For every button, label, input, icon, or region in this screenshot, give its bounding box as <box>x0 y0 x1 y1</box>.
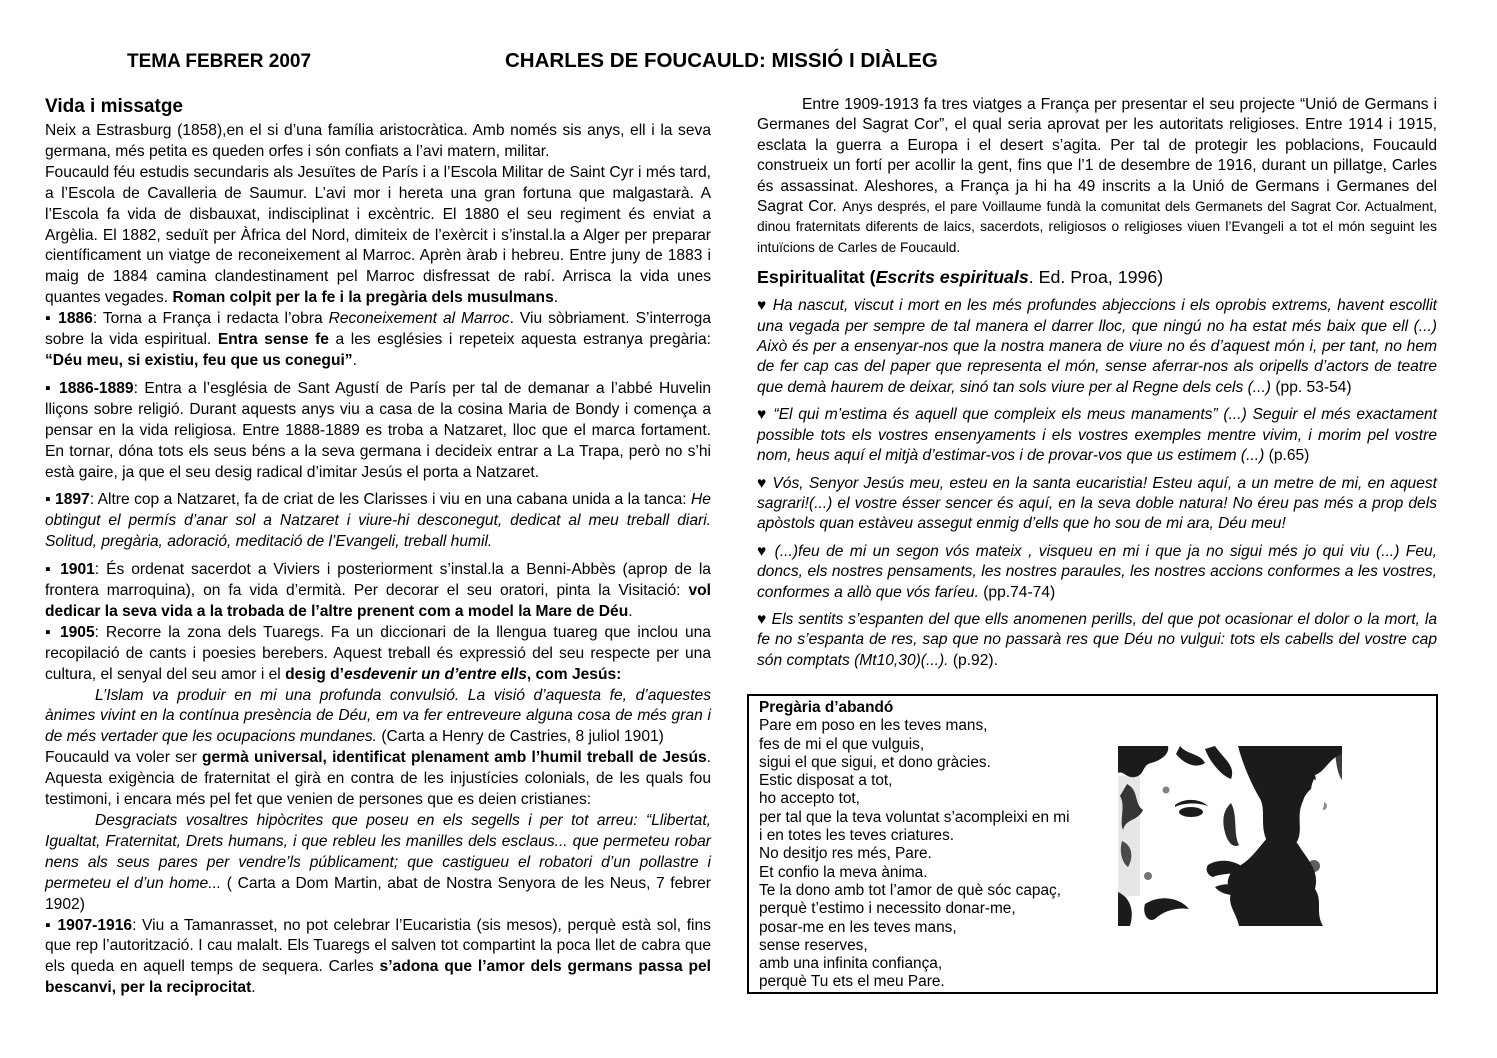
paragraph-birth <box>45 121 711 163</box>
text-run: 1907-1916 <box>57 916 133 934</box>
text-run: germà universal, identificat plenament amb l’humil treball de Jesús <box>202 749 707 767</box>
text-run: Entra sense fe <box>217 331 329 349</box>
text-run: : Altre cop a Natzaret, fa de criat de les Clarisses i viu en una cabana unida a la tanca: <box>89 491 692 509</box>
text-run: 1901 <box>60 561 95 579</box>
text-run: Entre 1909-1913 fa tres viatges a França per presentar el seu projecte “Unió de Germans i Germanes del Sagrat Cor”, el qual seria aprovat per les autoritats religioses. Entre 1914 i 1915, esclata la guerra a Europa i el desert s’agita. Per tal de protegir les poblacions, Foucauld construeix un fortí per acollir la gent, fins que l’1 de desembre de 1916, durant un pillatge, Carles és assassinat. Aleshores, a França ja hi ha 49 inscrits a la Unió de Germans i Germanes del Sagrat Cor. <box>757 96 1437 216</box>
paragraph-1897 <box>45 490 711 553</box>
paragraph-1901 <box>45 560 711 623</box>
prayer-line: posar-me en les teves mans, <box>759 918 957 936</box>
left-column <box>45 95 711 999</box>
text-run: s’adona que l’amor dels germans passa pel bescanvi, per la reciprocitat <box>45 958 711 997</box>
text-run: Foucauld va voler ser <box>45 749 203 767</box>
text-run: He obtingut el permís d’anar sol a Natzaret i viure-hi desconegut, dedicat al meu treball diari. Solitud, pregària, adoració, meditació de l’Evangeli, treball humil. <box>45 491 711 551</box>
prayer-line: ho accepto tot, <box>759 790 860 808</box>
text-run: . <box>251 979 256 997</box>
section-heading-vida: Vida i missatge <box>45 96 183 117</box>
paragraph-1886 <box>45 309 711 372</box>
paragraph-1886-1889 <box>45 379 711 484</box>
text-run: ( Carta a Dom Martin, abat de Nostra Senyora de les Neus, 7 febrer 1902) <box>45 874 712 913</box>
quote-islam <box>45 686 711 749</box>
text-run: ▪ <box>45 310 59 328</box>
text-run: : Torna a França i redacta l’obra <box>92 310 329 328</box>
prayer-box <box>747 694 1438 994</box>
text-run: (p.65) <box>1264 447 1310 465</box>
text-run: a les esglésies i repeteix aquesta estranya pregària: <box>328 331 711 349</box>
text-run: ▪ <box>45 561 61 579</box>
text-run: Neix a Estrasburg (1858),en el si d’una família aristocràtica. Amb només sis anys, ell i la seva germana, més petita es queden orfes i són confiats a l’avi matern, militar. <box>45 122 711 160</box>
prayer-line: No desitjo res més, Pare. <box>759 845 932 863</box>
prayer-line: perquè t’estimo i necessito donar-me, <box>759 900 1016 918</box>
section-heading-espiritualitat <box>757 266 1437 288</box>
prayer-line: i en totes les teves criatures. <box>759 827 955 845</box>
prayer-title: Pregària d’abandó <box>759 699 894 716</box>
text-run: desig d’ <box>285 665 345 683</box>
text-run: (p.92). <box>948 651 998 669</box>
text-run: . <box>352 351 357 369</box>
text-run: : És ordenat sacerdot a Viviers i posteriorment s’instal.la a Benni-Abbès (aprop de la frontera marroquina), on fa vida d’ermità. Per decorar el seu oratori, pinta la Visitació: <box>45 561 711 600</box>
quote-paragraph-3 <box>757 474 1437 535</box>
quote-paragraph-4 <box>757 542 1437 603</box>
text-run: ♥ <box>757 474 773 492</box>
text-run: Vós, Senyor Jesús meu, esteu en la santa eucaristia! Esteu aquí, a un metre de mi, en aquest sagrari!(...) el vostre ésser sencer és aquí, en la seva doble natura! No éreu pas més a prop dels apòstols quan estàveu assegut enmig d’ells que ho sou de mi ara, Déu meu! <box>757 474 1437 533</box>
paragraph-1907-1916 <box>45 916 711 1000</box>
prayer-line: perquè Tu ets el meu Pare. <box>759 973 945 991</box>
text-run: 1905 <box>59 623 95 641</box>
text-run: 1886 <box>58 310 93 328</box>
text-run: (pp. 53-54) <box>1271 378 1352 396</box>
foucauld-portrait-photo <box>1118 746 1342 926</box>
text-run: ♥ <box>757 297 773 315</box>
text-run: ▪ <box>45 491 56 509</box>
prayer-line: sigui el que sigui, et dono gràcies. <box>759 753 991 771</box>
text-run: Els sentits s’espanten del que ells anomenen perills, del que pot ocasionar el dolor o la mort, la fe no s’espanta de res, sap que no passarà res que Déu no vulgui: tots els cabells del vostre cap són comptats (Mt10,30)(...). <box>757 610 1438 669</box>
prayer-line: Pare em poso en les teves mans, <box>759 717 988 735</box>
text-run: ▪ <box>45 916 58 934</box>
paragraph-1909-1913 <box>757 95 1437 258</box>
doc-date-label: TEMA FEBRER 2007 <box>127 51 312 72</box>
text-run: Escrits espirituals <box>875 267 1029 288</box>
quote-desgraciats <box>45 811 711 916</box>
text-run: . <box>553 289 559 307</box>
paragraph-youth <box>45 163 711 309</box>
text-run: Desgraciats vosaltres hipòcrites que poseu en els segells i per tot arreu: “Llibertat, Igualtat, Fraternitat, Drets humans, i que rebleu les manilles dels esclaus... que permeteu robar nens als seus pares per vendre’ls públicament; que castigueu el robatori d’un pollastre i permeteu el d’un home... <box>45 812 711 892</box>
text-run: , com Jesús: <box>526 665 622 683</box>
text-run: . Ed. Proa, 1996) <box>1028 267 1164 288</box>
text-run: Foucauld féu estudis secundaris als Jesuïtes de París i a l’Escola Militar de Saint Cyr i més tard, a l’Escola de Cavalleria de Saumur. L’avi mor i hereta una gran fortuna que malgastarà. A l’Escola fa vida de disbauxat, indisciplinat i excèntric. El 1880 el seu regiment és enviat a Argèlia. El 1882, seduït per Àfrica del Nord, dimiteix de l’exèrcit i s’instal.la a Alger per preparar científicament un viatge de reconeixement al Marroc. Aprèn àrab i hebreu. Entre juny de 1883 i maig de 1884 camina clandestinament pel Marroc disfressat de rabí. Arrisca la vida unes quantes vegades. <box>45 163 711 307</box>
prayer-line: sense reserves, <box>759 936 868 954</box>
text-run: : Recorre la zona dels Tuaregs. Fa un diccionari de la llengua tuareg que inclou una recopilació de cants i poesies berebers. Aquest treball és expressió del seu respecte per una cultura, el senyal del seu amor i el <box>45 623 711 683</box>
prayer-line: fes de mi el que vulguis, <box>759 735 925 753</box>
prayer-line: Te la dono amb tot l’amor de què sóc capaç, <box>759 881 1062 899</box>
text-run: ♥ <box>757 610 772 628</box>
text-run: . <box>628 602 633 620</box>
text-run: Espiritualitat ( <box>757 267 876 288</box>
text-run: (pp.74-74) <box>978 583 1056 601</box>
quote-paragraph-2 <box>757 405 1437 466</box>
prayer-line: amb una infinita confiança, <box>759 955 943 973</box>
text-run: (Carta a Henry de Castries, 8 juliol 1901) <box>377 728 664 746</box>
text-run: Anys després, el pare Voillaume fundà la comunitat dels Germanets del Sagrat Cor. Actualment, dinou fraternitats diferents de laics, sacerdots, religiosos o religioses viuen l’Evangeli a tot el món seguint les intuïcions de Carles de Foucauld. <box>757 199 1438 255</box>
text-run: Roman colpit per la fe i la pregària dels musulmans <box>172 289 554 307</box>
text-run: “Déu meu, si existiu, feu que us conegui” <box>45 351 353 369</box>
text-run: ▪ <box>45 623 60 641</box>
text-run: : Viu a Tamanrasset, no pot celebrar l’Eucaristia (sis mesos), perquè està sol, fins que rep l’autorització. I cau malalt. Els Tuaregs el salven tot compartint la poca llet de cabra que els queda en aquell temps de sequera. Carles <box>45 916 711 976</box>
doc-title: CHARLES DE FOUCAULD: MISSIÓ I DIÀLEG <box>505 49 938 72</box>
prayer-line: Et confio la meva ànima. <box>759 863 928 881</box>
quote-paragraph-5 <box>757 610 1437 671</box>
text-run: vol dedicar la seva vida a la trobada de l’altre prenent com a model la Mare de Déu <box>45 582 711 620</box>
text-run: 1897 <box>55 491 90 509</box>
right-column <box>757 95 1437 671</box>
prayer-line: per tal que la teva voluntat s’acompleixi en mi <box>759 808 1070 826</box>
text-run: ▪ <box>45 379 60 397</box>
prayer-line: Estic disposat a tot, <box>759 772 893 790</box>
text-run: ♥ <box>757 542 775 560</box>
text-run: (...)feu de mi un segon vós mateix , visqueu en mi i que ja no sigui més jo qui viu (...) Feu, doncs, els nostres pensaments, les nostres paraules, les nostres accions conformes a les vostres, conformes a allò que vós faríeu. <box>757 542 1437 601</box>
text-run: ♥ <box>757 406 774 424</box>
text-run: . Aquesta exigència de fraternitat el girà en contra de les injustícies colonials, de les quals fou testimoni, i encara més pel fet que venien de persones que es deien cristianes: <box>45 749 711 809</box>
quote-paragraph-1 <box>757 296 1437 398</box>
text-run: : Entra a l’església de Sant Agustí de París per tal de demanar a l’abbé Huvelin lliçons sobre religió. Durant aquests anys viu a casa de la cosina Maria de Bondy i comença a pensar en la vida religiosa. Entre 1888-1889 es troba a Natzaret, lloc que el marca fortament. En tornar, dóna tots els seus béns a la seva germana i decideix entrar a La Trapa, però no s’hi està gaire, ja que el seu desig radical d’imitar Jesús el porta a Natzaret. <box>45 379 711 481</box>
text-run: “El qui m’estima és aquell que compleix els meus manaments” (...) Seguir el més exactament possible tots els vostres ensenyaments i els vostres exemples mentre vivim, i morim pel vostre nom, heus aquí el mitjà d’estimar-vos i de provar-vos que us estimem (...) <box>757 406 1438 465</box>
text-run: 1886-1889 <box>59 379 134 397</box>
paragraph-1905 <box>45 623 711 686</box>
text-run: Ha nascut, viscut i mort en les més profundes abjeccions i els oprobis extrems, havent escollit una vegada per sempre de tal manera el darrer lloc, que ningú no ha estat més baix que ell (...) Això és per a ensenyar-nos que la nostra manera de viure no és d’aquest món i, per tant, no hem de fer cap cas del paper que representa el món, sense aferrar-nos als oripells d’actors de teatre que demà haurem de deixar, sinó tan sols viure per al Regne dels cels (...) <box>757 297 1437 396</box>
paragraph-germa-universal <box>45 748 711 811</box>
text-run: . Viu sòbriament. S’interroga sobre la vida espiritual. <box>45 310 711 349</box>
text-run: L’Islam va produir en mi una profunda convulsió. La visió d’aquesta fe, d’aquestes ànimes vivint en la contínua presència de Déu, em va fer entreveure alguna cosa de més gran i de més vertader que les ocupacions mundanes. <box>45 686 711 746</box>
text-run: esdevenir un d’entre ells <box>344 665 527 683</box>
text-run: Reconeixement al Marroc <box>328 310 510 328</box>
